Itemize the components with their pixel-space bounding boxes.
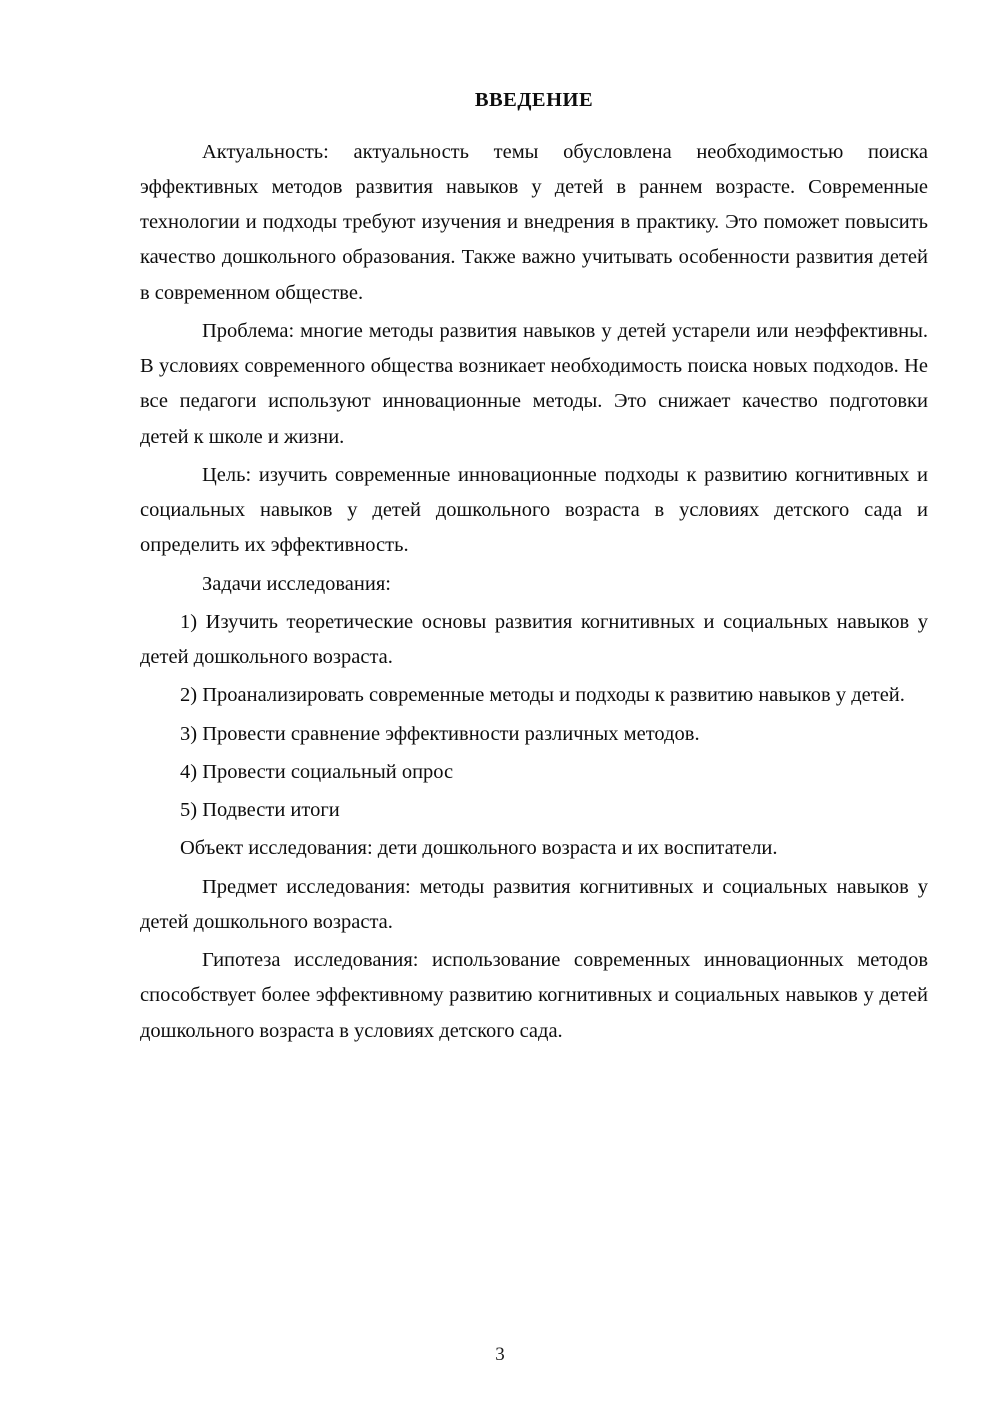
- task-item-2: 2) Проанализировать современные методы и подходы к развитию навыков у детей.: [180, 684, 905, 707]
- task-item-4: 4) Провести социальный опрос: [180, 760, 454, 783]
- page-number: 3: [495, 1344, 505, 1365]
- paragraph-object: Объект исследования: дети дошкольного возраста и их воспитатели.: [180, 837, 778, 860]
- tasks-heading: Задачи исследования:: [202, 572, 391, 595]
- paragraph-problem: Проблема: многие методы развития навыков у детей устарели или неэффективны. В условиях современного общества возникает необходимость поиска новых подходов. Не все педагоги используют инновационные методы. Это снижает качество подготовки детей к школе и жизни.: [140, 319, 928, 448]
- paragraph-relevance: Актуальность: актуальность темы обусловлена необходимостью поиска эффективных методов развития навыков у детей в раннем возрасте. Современные технологии и подходы требуют изучения и внедрения в практику. Это поможет повысить качество дошкольного образования. Также важно учитывать особенности развития детей в современном обществе.: [140, 140, 928, 304]
- paragraph-subject: Предмет исследования: методы развития когнитивных и социальных навыков у детей дошкольного возраста.: [140, 875, 928, 933]
- paragraph-goal: Цель: изучить современные инновационные подходы к развитию когнитивных и социальных навыков у детей дошкольного возраста в условиях детского сада и определить их эффективность.: [140, 463, 928, 557]
- paragraph-hypothesis: Гипотеза исследования: использование современных инновационных методов способствует более эффективному развитию когнитивных и социальных навыков у детей дошкольного возраста в условиях детского сада.: [140, 949, 928, 1042]
- page-title: ВВЕДЕНИЕ: [474, 89, 594, 111]
- task-item-5: 5) Подвести итоги: [180, 799, 340, 822]
- task-item-3: 3) Провести сравнение эффективности различных методов.: [180, 722, 700, 745]
- task-item-1: 1) Изучить теоретические основы развития когнитивных и социальных навыков у детей дошкольного возраста.: [140, 610, 928, 669]
